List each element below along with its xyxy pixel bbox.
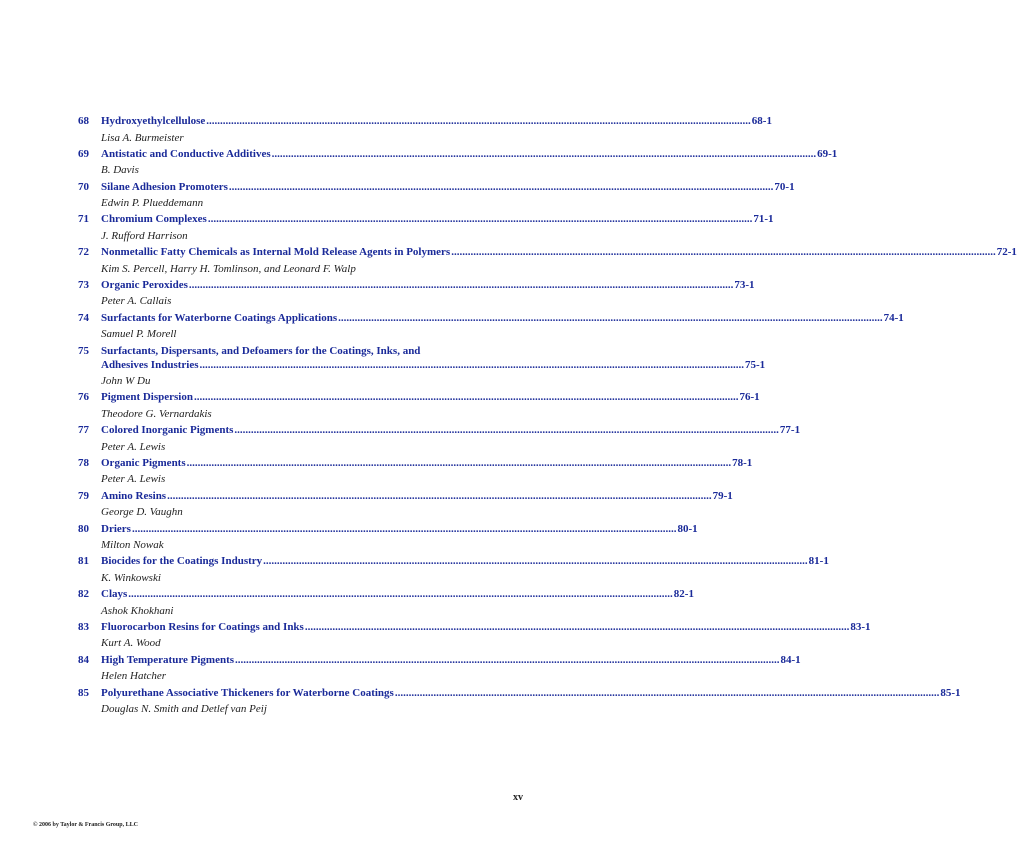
chapter-title-link[interactable]: Driers (101, 522, 131, 535)
page-reference-link[interactable]: 76-1 (739, 391, 760, 404)
dot-leader (128, 587, 673, 601)
chapter-number: 69 (78, 147, 89, 160)
chapter-author: Milton Nowak (101, 539, 164, 552)
chapter-author: Samuel P. Morell (101, 328, 177, 341)
toc-entry (78, 278, 755, 309)
toc-entry (78, 147, 838, 178)
toc-entry (78, 489, 733, 520)
chapter-number: 76 (78, 391, 89, 404)
chapter-title-link[interactable]: Clays (101, 588, 128, 601)
page-reference-link[interactable]: 81-1 (808, 555, 829, 568)
chapter-number: 79 (78, 489, 89, 502)
chapter-number: 83 (78, 620, 89, 633)
dot-leader (208, 212, 753, 226)
page-reference-link[interactable]: 68-1 (751, 115, 772, 127)
toc-entry (78, 344, 766, 389)
toc-entry (78, 554, 829, 585)
chapter-title-link[interactable]: Chromium Complexes (101, 213, 207, 226)
table-of-contents (78, 114, 1017, 718)
dot-leader (189, 278, 734, 292)
chapter-author: K. Winkowski (101, 571, 161, 584)
chapter-title-link[interactable]: Organic Pigments (101, 456, 186, 469)
chapter-author: George D. Vaughn (101, 506, 183, 519)
chapter-number: 73 (78, 278, 89, 291)
chapter-title-link[interactable]: Surfactants for Waterborne Coatings Applications (101, 311, 338, 324)
dot-leader (451, 245, 996, 259)
dot-leader (132, 522, 677, 536)
chapter-author: Helen Hatcher (101, 670, 167, 683)
chapter-number: 81 (78, 555, 89, 568)
page-reference-link[interactable]: 78-1 (732, 456, 753, 469)
chapter-number: 78 (78, 456, 89, 469)
chapter-number: 71 (78, 213, 89, 226)
chapter-author: Ashok Khokhani (101, 604, 174, 617)
dot-leader (272, 147, 817, 161)
chapter-author: Kim S. Percell, Harry H. Tomlinson, and Leonard F. Walp (101, 262, 356, 275)
chapter-author: J. Rufford Harrison (101, 229, 188, 242)
page-reference-link[interactable]: 84-1 (780, 653, 801, 666)
chapter-number: 82 (78, 588, 89, 601)
toc-entry (78, 180, 795, 211)
chapter-title-link[interactable]: High Temperature Pigments (101, 653, 235, 666)
chapter-number: 84 (78, 653, 89, 666)
chapter-author: Peter A. Lewis (101, 473, 166, 486)
chapter-author: John W Du (101, 375, 151, 388)
page-reference-link[interactable]: 69-1 (817, 147, 838, 160)
page-reference-link[interactable]: 83-1 (850, 620, 871, 633)
page-reference-link[interactable]: 74-1 (883, 311, 904, 324)
chapter-title-link[interactable]: Nonmetallic Fatty Chemicals as Internal Mold Release Agents in Polymers (101, 246, 451, 259)
page-reference-link[interactable]: 73-1 (734, 278, 755, 291)
page-reference-link[interactable]: 77-1 (779, 424, 801, 437)
page-reference-link[interactable]: 72-1 (996, 246, 1017, 259)
page-reference-link[interactable]: 75-1 (745, 358, 766, 371)
chapter-author: Theodore G. Vernardakis (101, 407, 212, 420)
dot-leader (263, 554, 808, 568)
toc-entry (78, 212, 774, 243)
dot-leader (395, 686, 940, 700)
dot-leader (167, 489, 712, 503)
page-reference-link[interactable]: 79-1 (712, 489, 733, 502)
page-reference-link[interactable]: 80-1 (677, 522, 698, 535)
chapter-title-link-line-2[interactable]: Adhesives Industries (101, 358, 199, 371)
chapter-author: Kurt A. Wood (101, 637, 161, 650)
chapter-number: 77 (78, 424, 89, 437)
chapter-number: 74 (78, 311, 89, 324)
chapter-title-link[interactable]: Amino Resins (101, 489, 167, 502)
toc-entry (78, 456, 753, 487)
chapter-title-link[interactable]: Organic Peroxides (101, 278, 188, 291)
chapter-title-link[interactable]: Silane Adhesion Promoters (101, 180, 228, 193)
chapter-title-link[interactable]: Biocides for the Coatings Industry (101, 555, 263, 568)
dot-leader (187, 456, 732, 470)
chapter-title-link[interactable]: Pigment Dispersion (101, 391, 193, 404)
chapter-number: 72 (78, 246, 89, 259)
page-reference-link[interactable]: 82-1 (673, 588, 694, 601)
dot-leader (229, 180, 774, 194)
chapter-title-link[interactable]: Colored Inorganic Pigments (101, 424, 234, 437)
copyright-notice: © 2006 by Taylor & Francis Group, LLC (33, 822, 138, 828)
dot-leader (194, 390, 739, 404)
toc-entry (78, 686, 961, 717)
chapter-title-link-line-1[interactable]: Surfactants, Dispersants, and Defoamers for the Coatings, Inks, and (101, 344, 421, 357)
chapter-number: 75 (78, 344, 89, 357)
chapter-number: 68 (78, 115, 89, 127)
dot-leader (200, 358, 745, 372)
chapter-number: 85 (78, 686, 89, 699)
toc-entry (78, 390, 760, 421)
dot-leader (235, 653, 780, 667)
dot-leader (234, 423, 779, 437)
page-reference-link[interactable]: 71-1 (753, 213, 774, 226)
toc-entry (78, 620, 871, 651)
page-reference-link[interactable]: 85-1 (940, 686, 961, 699)
page-reference-link[interactable]: 70-1 (774, 180, 795, 193)
chapter-author: Edwin P. Plueddemann (101, 197, 204, 210)
toc-entry (78, 423, 801, 454)
chapter-title-link[interactable]: Polyurethane Associative Thickeners for Waterborne Coatings (101, 686, 394, 699)
toc-entry (78, 114, 772, 145)
chapter-title-link[interactable]: Fluorocarbon Resins for Coatings and Inks (101, 620, 304, 633)
chapter-author: Peter A. Lewis (101, 440, 166, 453)
toc-entry (78, 311, 904, 342)
chapter-number: 70 (78, 180, 89, 193)
chapter-author: B. Davis (101, 164, 139, 177)
chapter-author: Peter A. Callais (101, 295, 172, 308)
toc-entry (78, 522, 698, 553)
toc-entry (78, 587, 694, 618)
toc-entry (78, 653, 801, 684)
page-number: xv (513, 792, 523, 803)
chapter-author: Douglas N. Smith and Detlef van Peij (101, 703, 267, 716)
chapter-title-link[interactable]: Hydroxyethylcellulose (101, 115, 206, 127)
chapter-author: Lisa A. Burmeister (101, 131, 184, 144)
dot-leader (305, 620, 850, 634)
toc-entry (78, 245, 1017, 276)
chapter-number: 80 (78, 522, 89, 535)
chapter-title-link[interactable]: Antistatic and Conductive Additives (101, 147, 271, 160)
dot-leader (338, 311, 883, 325)
dot-leader (206, 114, 751, 128)
